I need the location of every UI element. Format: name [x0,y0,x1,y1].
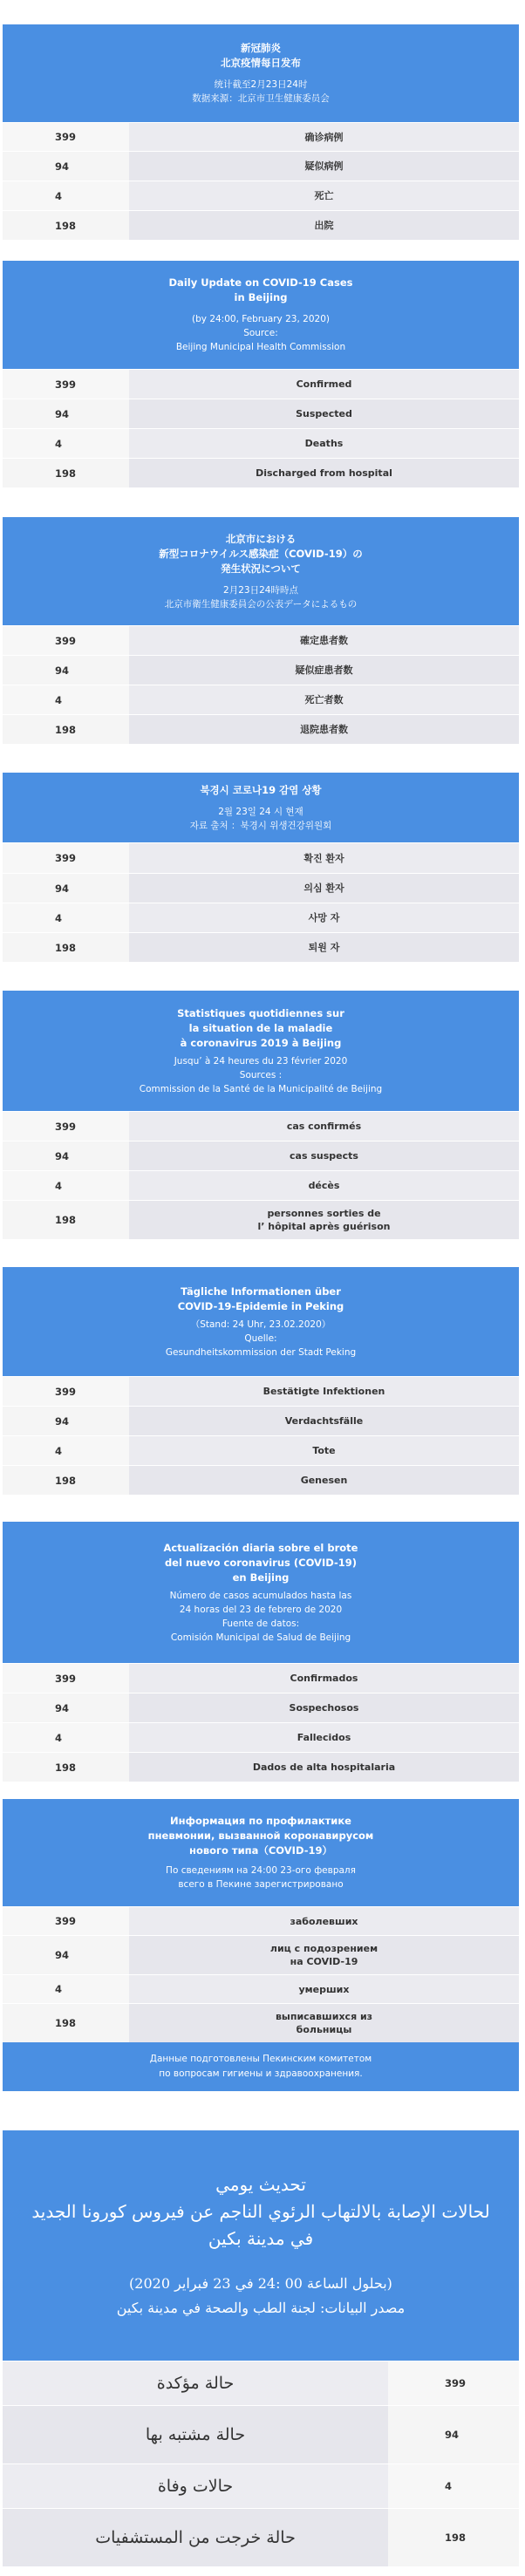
section-header [3,261,519,369]
section-subtitle: 统计截至2月23日24时 数据来源：北京市卫生健康委员会 [192,79,330,104]
section-english [3,261,519,487]
table-row [3,1111,519,1141]
section-subtitle: (by 24:00, February 23, 2020) Source: Beijing Municipal Health Commission [175,314,346,352]
section-title: Daily Update on COVID-19 Cases in Beijing [168,276,353,303]
value-cell: 4 [3,1723,129,1752]
label-cell: 의심 환자 [129,874,519,903]
table-row [3,655,519,685]
table-row [3,1935,519,1974]
table-row [3,1141,519,1170]
value-cell: 198 [388,2509,519,2566]
label-cell: 사망 자 [129,903,519,932]
label-cell: Suspected [129,399,519,428]
label-cell: décès [129,1171,519,1200]
label-cell: Bestätigte Infektionen [129,1377,519,1406]
table-row [3,1406,519,1435]
section-title: 新冠肺炎 北京疫情每日发布 [221,42,301,69]
label-cell: 疑似症患者数 [129,656,519,685]
label-cell: выписавшихся из больницы [129,2004,519,2042]
value-cell: 399 [3,370,129,399]
value-cell: 399 [3,123,129,151]
table-row [3,399,519,428]
section-subtitle: Jusqu’ à 24 heures du 23 février 2020 Sources : Commission de la Santé de la Municipalité de Beijing [139,1055,383,1094]
table-row [3,2405,519,2464]
label-cell: Tote [129,1436,519,1465]
section-subtitle: По сведениям на 24:00 23-ого февраля всего в Пекине зарегистрировано [166,1865,356,1890]
table-row [3,2003,519,2042]
value-cell: 94 [3,399,129,428]
section-title: Информация по профилактике пневмонии, вызванной коронавирусом нового типа（COVID-19） [147,1815,374,1857]
label-cell: 死亡者数 [129,685,519,714]
stats-table [3,842,519,962]
label-cell: 死亡 [129,181,519,210]
label-cell: Fallecidos [129,1723,519,1752]
section-header [3,1799,519,1906]
section-header [3,24,519,122]
table-row [3,903,519,932]
value-cell: 4 [3,1436,129,1465]
section-korean [3,773,519,962]
label-cell: 확진 환자 [129,843,519,873]
table-row [3,1693,519,1722]
value-cell: 4 [3,1975,129,2003]
label-cell: Genesen [129,1466,519,1495]
section-title: 北京市における 新型コロナウイルス感染症（COVID-19）の 発生状況について [159,532,363,575]
value-cell: 4 [3,1171,129,1200]
value-cell: 399 [3,1112,129,1141]
table-row [3,1200,519,1239]
table-row [3,1906,519,1935]
label-cell: 퇴원 자 [129,933,519,962]
label-cell: лиц с подозрением на COVID-19 [129,1936,519,1974]
section-header [3,773,519,842]
value-cell: 4 [3,685,129,714]
section-header [3,1267,519,1376]
table-row [3,181,519,210]
table-row [3,685,519,714]
section-footer: Данные подготовлены Пекинским комитетом по вопросам гигиены и здравоохранения. [3,2042,519,2091]
value-cell: 399 [3,843,129,873]
value-cell: 198 [3,459,129,487]
section-chinese [3,24,519,240]
value-cell: 198 [3,715,129,744]
value-cell: 198 [3,1753,129,1782]
table-row [3,1663,519,1693]
table-row [3,151,519,181]
section-subtitle: 2月23日24時時点 北京市衛生健康委員会の公表データによるもの [164,584,358,610]
table-row [3,428,519,458]
label-cell: 出院 [129,211,519,240]
table-row [3,842,519,873]
section-subtitle: 2월 23일 24 시 현재 자료 출처 ：북경시 위생건강위원회 [189,806,332,831]
table-row [3,458,519,487]
value-cell: 198 [3,211,129,240]
table-row [3,1376,519,1406]
label-cell: Sospechosos [129,1693,519,1722]
table-row [3,2508,519,2566]
section-french [3,991,519,1239]
value-cell: 399 [388,2361,519,2405]
section-header [3,517,519,625]
value-cell: 94 [3,656,129,685]
table-row [3,1170,519,1200]
value-cell: 399 [3,626,129,655]
value-cell: 198 [3,1201,129,1239]
label-cell: Dados de alta hospitalaria [129,1753,519,1782]
label-cell: 退院患者数 [129,715,519,744]
section-title: تحديث يومي لحالات الإصابة بالالتهاب الرئوي الناجم عن فيروس كورونا الجديد في مدينة بكين [31,2173,490,2249]
table-row [3,1752,519,1782]
stats-table [3,1906,519,2042]
table-row [3,1974,519,2003]
value-cell: 4 [388,2464,519,2508]
label-cell: حالة مؤكدة [3,2361,388,2405]
stats-table [3,1111,519,1239]
label-cell: Confirmed [129,370,519,399]
value-cell: 94 [3,1936,129,1974]
table-row [3,714,519,744]
section-japanese [3,517,519,744]
label-cell: Verdachtsfälle [129,1407,519,1435]
value-cell: 4 [3,903,129,932]
table-row [3,1435,519,1465]
label-cell: заболевших [129,1907,519,1935]
label-cell: حالة مشتبه بها [3,2406,388,2464]
section-subtitle: Número de casos acumulados hasta las 24 horas del 23 de febrero de 2020 Fuente de datos: Comisión Municipal de Salud de Beijing [169,1590,352,1643]
section-title: Actualización diaria sobre el brote del nuevo coronavirus (COVID-19) en Beijing [163,1541,358,1584]
label-cell: حالة خرجت من المستشفيات [3,2509,388,2566]
label-cell: cas confirmés [129,1112,519,1141]
value-cell: 94 [3,1693,129,1722]
value-cell: 399 [3,1377,129,1406]
table-row [3,1722,519,1752]
label-cell: Deaths [129,429,519,458]
stats-table [3,369,519,487]
section-arabic [3,2130,519,2566]
stats-table [3,625,519,744]
stats-table [3,2361,519,2566]
section-subtitle: （Stand: 24 Uhr, 23.02.2020） Quelle: Gesundheitskommission der Stadt Peking [165,1319,357,1358]
table-row [3,2464,519,2508]
label-cell: умерших [129,1975,519,2003]
table-row [3,625,519,655]
value-cell: 198 [3,2004,129,2042]
label-cell: حالات وفاة [3,2464,388,2508]
section-title: Tägliche Informationen über COVID-19-Epidemie in Peking [177,1285,344,1312]
section-header [3,1522,519,1663]
value-cell: 94 [3,1141,129,1170]
value-cell: 4 [3,181,129,210]
label-cell: 確定患者数 [129,626,519,655]
section-russian [3,1799,519,2091]
label-cell: Discharged from hospital [129,459,519,487]
value-cell: 94 [3,1407,129,1435]
section-title: Statistiques quotidiennes sur la situation de la maladie à coronavirus 2019 à Beijing [177,1006,344,1049]
value-cell: 94 [3,874,129,903]
value-cell: 94 [3,152,129,181]
stats-table [3,1663,519,1782]
table-row [3,122,519,151]
table-row [3,369,519,399]
label-cell: personnes sorties de l’ hôpital après guérison [129,1201,519,1239]
value-cell: 198 [3,933,129,962]
value-cell: 198 [3,1466,129,1495]
stats-table [3,1376,519,1495]
table-row [3,932,519,962]
label-cell: 疑似病例 [129,152,519,181]
table-row [3,873,519,903]
section-header [3,991,519,1111]
section-subtitle: (بحلول الساعة 00 :24 في 23 فبراير 2020) مصدر البيانات: لجنة الطب والصحة في مدينة بكين [116,2274,406,2316]
table-row [3,2361,519,2405]
value-cell: 94 [388,2406,519,2464]
table-row [3,210,519,240]
section-title: 북경시 코로나19 감염 상황 [200,783,322,796]
table-row [3,1465,519,1495]
stats-table [3,122,519,240]
value-cell: 399 [3,1664,129,1693]
section-header [3,2130,519,2361]
value-cell: 4 [3,429,129,458]
section-german [3,1267,519,1495]
label-cell: 确诊病例 [129,123,519,151]
label-cell: cas suspects [129,1141,519,1170]
section-spanish [3,1522,519,1782]
label-cell: Confirmados [129,1664,519,1693]
value-cell: 399 [3,1907,129,1935]
